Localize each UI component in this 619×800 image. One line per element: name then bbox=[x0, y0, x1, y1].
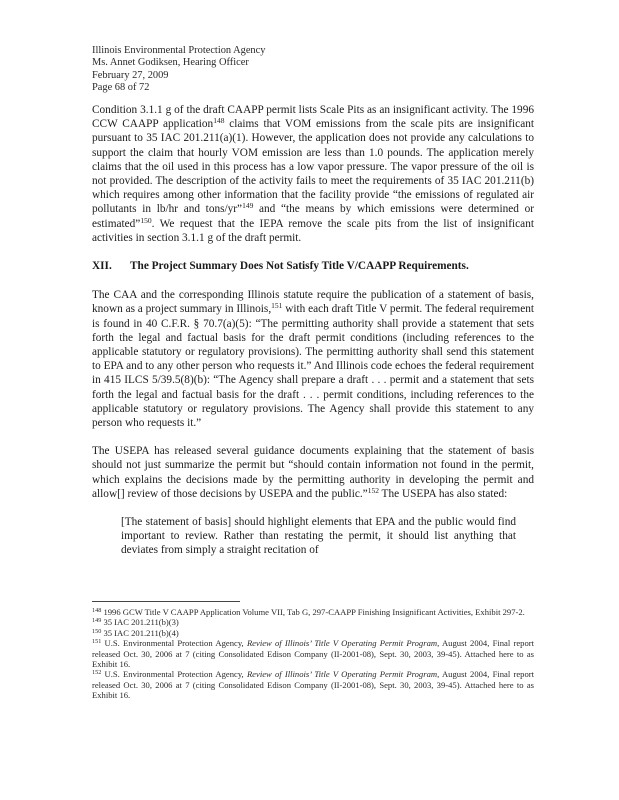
footnote-divider bbox=[92, 601, 240, 602]
footnote-ref-151: 151 bbox=[271, 301, 283, 311]
footnote: $^{149}$ 35 IAC 201.211(b)(3) bbox=[92, 617, 179, 628]
block-quote: [The statement of basis] should highlight elements that EPA and the public would find important to review. Rather than restating the permit, it should list anything that deviates from simply a straight recitation of bbox=[121, 516, 516, 557]
footnote-ref-152: 152 bbox=[367, 485, 379, 495]
header-agency: Illinois Environmental Protection Agency bbox=[92, 45, 266, 56]
footnote-ref-149: 149 bbox=[242, 201, 254, 211]
section-title: The Project Summary Does Not Satisfy Title V/CAAPP Requirements. bbox=[130, 260, 469, 273]
paragraph-project-summary: The CAA and the corresponding Illinois statute require the publication of a statement of basis, known as a project summary in Illinois,$^{151}$ with each draft Title V permit. The federal requirement is found in 40 C.F.R. § 70.7(a)(5): “The permitting authority shall provide a statement that sets forth the legal and factual basis for the draft permit conditions (including references to the applicable statutory or regulatory provisions). The permitting authority shall send this statement to EPA and to any other person who requests it.” And Illinois code echoes the federal requirement in 415 ILCS 5/39.5(8)(b): “The Agency shall prepare a draft . . . permit and a statement that sets forth the legal and factual basis for the draft . . . permit conditions, including references to the applicable statutory or regulatory provisions. The Agency shall provide this statement to any person who requests it.” bbox=[92, 289, 535, 430]
header-recipient: Ms. Annet Godiksen, Hearing Officer bbox=[92, 57, 249, 69]
footnote-ref-150: 150 bbox=[140, 215, 152, 225]
footnote: $^{151}$ U.S. Environmental Protection Agency, Review of Illinois’ Title V Operating Permit Program, August 2004, Final report released Oct. 30, 2006 at 7 (citing Consolidated Edison Company (II-2001-08), Sept. 30, 2003, 39-45). Attached here to as Exhibit 16. bbox=[92, 638, 534, 670]
footnotes bbox=[92, 607, 534, 701]
footnote: $^{150}$ 35 IAC 201.211(b)(4) bbox=[92, 627, 179, 638]
footnote-ref-148: 148 bbox=[213, 116, 225, 126]
paragraph-scale-pits: Condition 3.1.1 g of the draft CAAPP permit lists Scale Pits as an insignificant activity. The 1996 CCW CAAPP application$^{148}$ claims that VOM emissions from the scale pits are insignificant pursuant to 35 IAC 201.211(a)(1). However, the application does not provide any calculations to support the claim that hourly VOM emission are less than 1.0 pounds. The application merely claims that the oil used in this process has a low vapor pressure. The vapor pressure of the oil is not provided. The description of the activity fails to meet the requirements of 35 IAC 201.211(b) which requires among other information that the facility provide “the emissions of regulated air pollutants in lb/hr and tons/yr”$^{149}$ and “the means by which emissions were determined or estimated”$^{150}$. We request that the IEPA remove the scale pits from the list of insignificant activities in section 3.1.1 g of the draft permit. bbox=[92, 104, 535, 244]
section-heading bbox=[92, 259, 534, 273]
letter-header bbox=[92, 45, 265, 95]
header-page-number: Page 68 of 72 bbox=[92, 82, 150, 94]
footnote: $^{152}$ U.S. Environmental Protection Agency, Review of Illinois’ Title V Operating Permit Program, August 2004, Final report released Oct. 30, 2006 at 7 (citing Consolidated Edison Company (II-2001-08), Sept. 30, 2003, 39-45). Attached here to as Exhibit 16. bbox=[92, 669, 534, 701]
footnote: $^{148}$ 1996 GCW Title V CAAPP Application Volume VII, Tab G, 297-CAAPP Finishing Insignificant Activities, Exhibit 297-2. bbox=[92, 607, 525, 617]
section-number: XII. bbox=[92, 260, 112, 273]
document-body bbox=[92, 103, 534, 558]
paragraph-guidance: The USEPA has released several guidance documents explaining that the statement of basis should not just summarize the permit but “should contain information not found in the permit, which explains the decisions made by the permitting authority in developing the permit and allow[] review of those decisions by USEPA and the public.”$^{152}$ The USEPA has also stated: bbox=[92, 445, 534, 500]
header-date: February 27, 2009 bbox=[92, 69, 169, 81]
